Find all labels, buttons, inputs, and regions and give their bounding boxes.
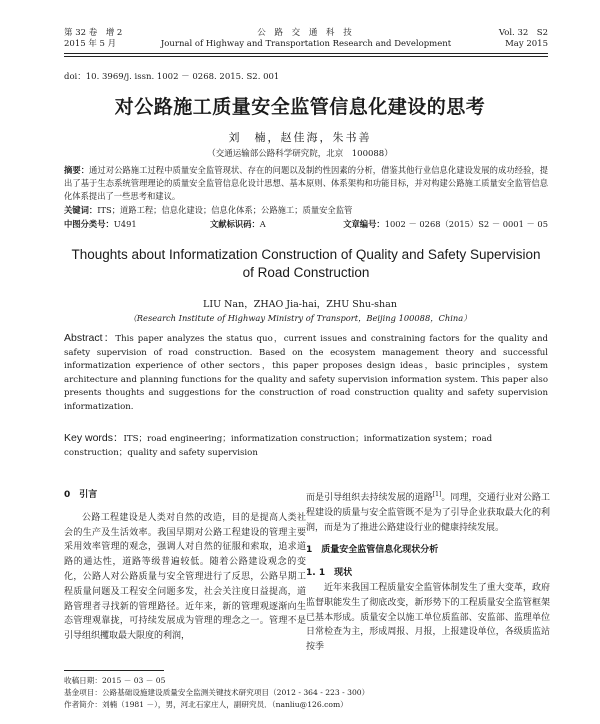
header-right (499, 28, 548, 50)
authors-cn: 刘 楠，赵佳海，朱书善 (228, 131, 372, 144)
doc-code-label: 文献标识码： (210, 219, 260, 229)
article-number-label: 文章编号： (343, 219, 385, 229)
abstract-en-label: Abstract： (64, 332, 116, 344)
doc-code-value: A (259, 219, 266, 229)
title-en: Thoughts about Informatization Construction of Quality and Safety Supervision of Road Construction (71, 247, 541, 280)
doc-code (210, 218, 266, 230)
header-center (64, 28, 548, 50)
running-header (64, 28, 548, 52)
keywords-en (64, 432, 548, 460)
abstract-cn-label: 摘要： (64, 165, 90, 175)
header-date-cn: 2015 年 5 月 (64, 39, 117, 49)
title-cn: 对公路施工质量安全监管信息化建设的思考 (114, 96, 486, 118)
affiliation-en: （Research Institute of Highway Ministry of Transport，Beijing 100088，China） (128, 313, 472, 323)
section-1-heading: 1 质量安全监管信息化现状分析 (306, 545, 439, 556)
keywords-cn-label: 关键词： (64, 205, 98, 215)
subsection-1-1-paragraph: 近年来我国工程质量安全监管体制发生了重大变革，政府监督职能发生了彻底改变，新形势下的工程质量安全监管框架已基本形成。质量安全以施工单位质监部、安监部、监理单位日常检查为主，形成周报、月报，上报建设单位，各级质监站按季 (306, 582, 550, 653)
section-0-heading: 0 引言 (64, 490, 98, 500)
doi: doi：10. 3969/j. issn. 1002 － 0268. 2015. S2. 001 (64, 72, 280, 82)
footnote-received: 收稿日期：2015 － 03 － 05 (64, 676, 166, 685)
keywords-en-label: Key words： (64, 432, 124, 444)
abstract-en (64, 332, 548, 415)
clc-label: 中图分类号： (64, 219, 114, 229)
footnote-author: 作者简介：刘楠（1981 －），男，河北石家庄人，副研究员．（nanliu@126.com） (64, 700, 348, 709)
clc-number (64, 218, 137, 230)
footnote-rule (64, 670, 164, 671)
article-number (343, 218, 548, 230)
clc-value: U491 (113, 219, 137, 229)
abstract-cn-text: 通过对公路施工过程中质量安全监管现状、存在的问题以及制约性因素的分析，借鉴其他行业信息化建设发展的成功经验，提出了基于生态系统管理理论的质量安全监管信息化设计思想、基本原则、体系架构和功能目标，并对构建公路施工质量安全监管信息化体系提出了一些思考和建议。 (64, 165, 548, 201)
classification-line (64, 218, 548, 231)
keywords-cn (64, 204, 548, 217)
abstract-cn (64, 164, 548, 203)
continued-paragraph-text: 而是引导组织去持续发展的道路 (306, 493, 433, 503)
subsection-1-1-heading: 1. 1 现状 (306, 568, 353, 579)
header-journal-cn: 公 路 交 通 科 技 (257, 28, 355, 38)
header-volume-en: Vol. 32 S2 (498, 28, 548, 38)
header-journal-en: Journal of Highway and Transportation Research and Development (160, 39, 452, 49)
continued-paragraph (306, 488, 550, 535)
article-number-value: 1002 － 0268（2015）S2 － 0001 － 05 (384, 219, 548, 229)
header-rule-thin (64, 56, 548, 57)
keywords-en-text: ITS；road engineering；informatization construction；informatization system；road construction；quality and safety supervision (64, 434, 493, 458)
body-column-left (64, 488, 306, 644)
authors-en: LIU Nan，ZHAO Jia-hai，ZHU Shu-shan (203, 299, 397, 310)
footnote-fund: 基金项目：公路基础设施建设质量安全监测关键技术研究项目（2012 - 364 - 223 - 300） (64, 688, 370, 697)
header-rule-thick (64, 53, 548, 54)
footnotes (64, 675, 548, 711)
continued-paragraph-text-2: 。同理，交通行业对公路工程建设的质量与安全监管既不是为了引导企业获取最大化的利润，而是为了推进公路建设行业的健康持续发展。 (306, 493, 550, 533)
body-column-right (306, 488, 550, 655)
citation-ref[interactable]: [1] (432, 491, 442, 498)
header-date-en: May 2015 (505, 39, 548, 49)
header-volume-cn: 第 32 卷 增 2 (64, 28, 123, 38)
section-0-paragraph: 公路工程建设是人类对自然的改造，目的是提高人类社会的生产及生活效率。我国早期对公路工程建设的管理主要采用效率管理的观念，强调人对自然的征服和索取，追求道路的通达性，道路等级普遍较低。随着公路建设观念的变化，公路人对公路质量与安全管理进行了反思，公路早期工程质量问题及工程安全问题多发，社会关注度日益提高，道路管理者寻找新的管理路径。近年来，新的管理观逐渐向生态管理观靠拢，可持续发展成为管理的理念之一。管理不是引导组织攫取最大限度的利润， (64, 512, 306, 642)
abstract-en-text: This paper analyzes the status quo，current issues and constraining factors for the quality and safety supervision of road construction. Based on the ecosystem management theory and successful informatization experience of other sectors，this paper proposes design ideas，basic principles，system architecture and planning functions for the quality and safety supervision information system. This paper also presents thoughts and suggestions for the construction of road construction quality and safety supervision informatization. (64, 334, 548, 412)
affiliation-cn: （交通运输部公路科学研究院，北京 100088） (207, 149, 393, 159)
keywords-cn-text: ITS；道路工程；信息化建设；信息化体系；公路施工；质量安全监管 (97, 205, 353, 215)
